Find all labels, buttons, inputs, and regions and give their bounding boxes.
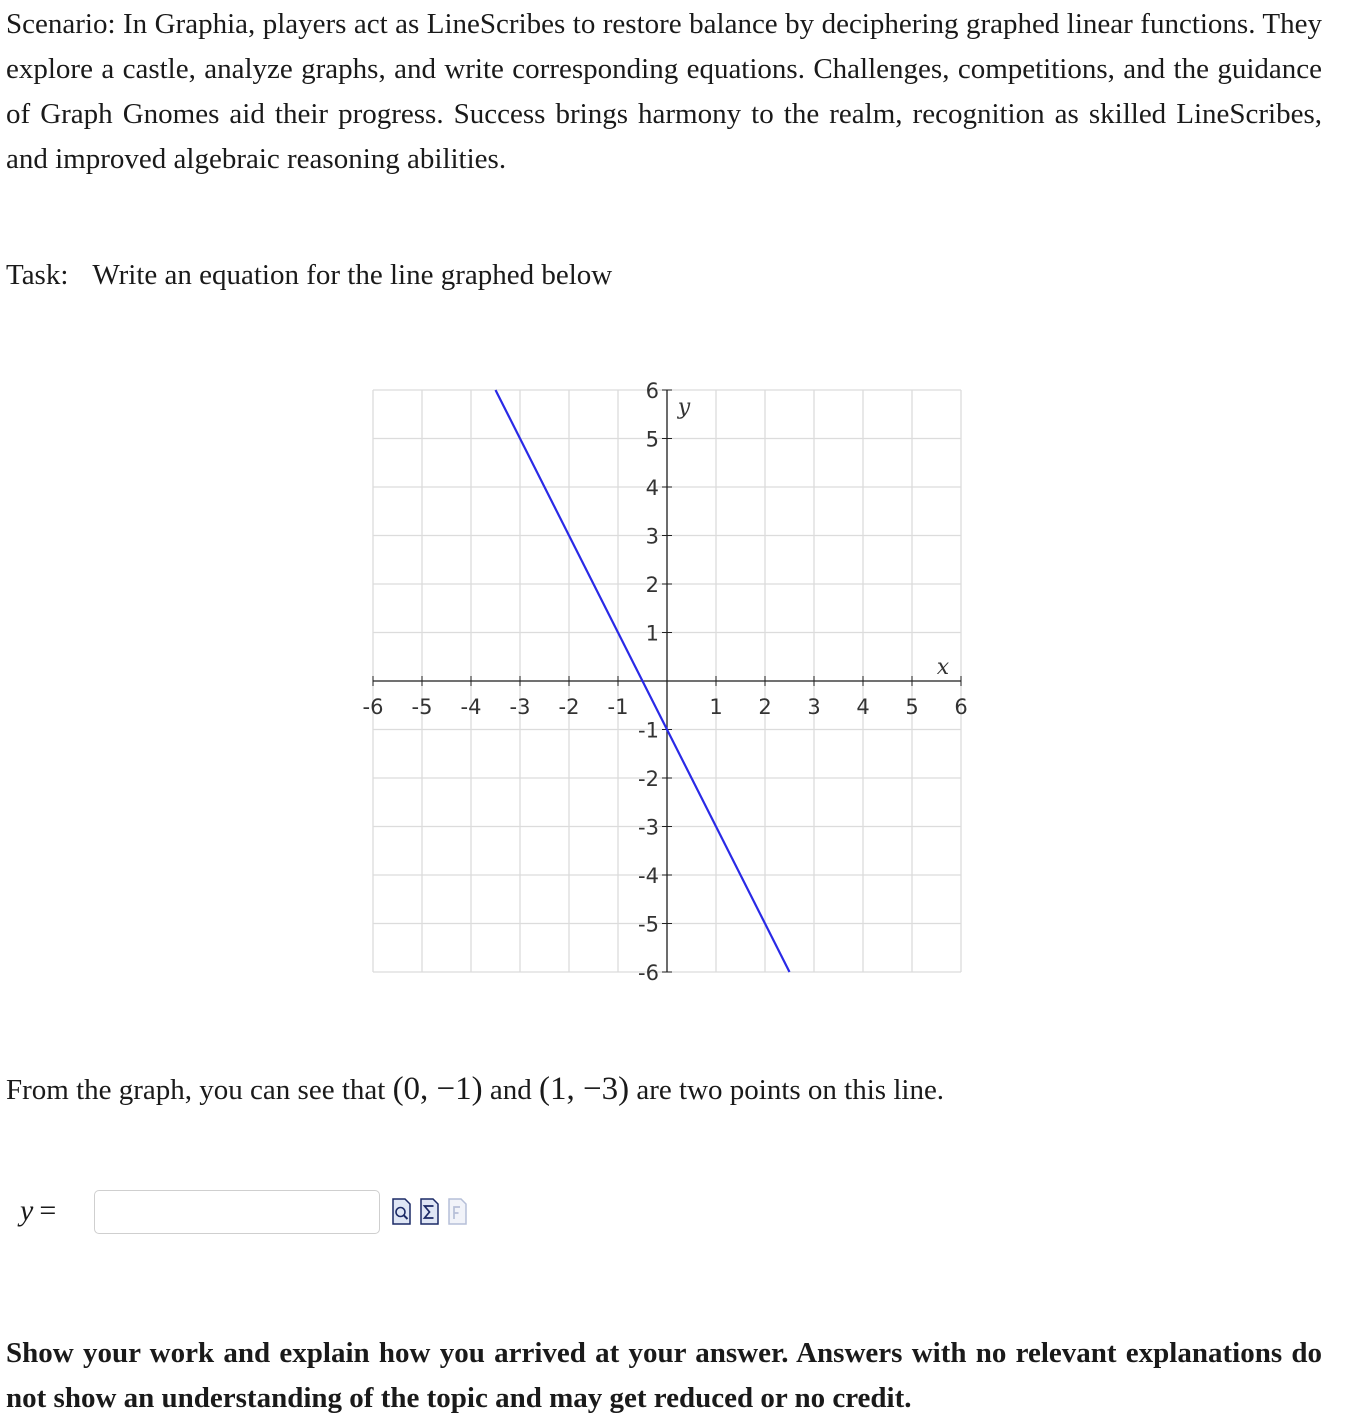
points-prefix: From the graph, you can see that [6,1074,393,1106]
points-suffix: are two points on this line. [629,1074,945,1106]
y-tick-label: -4 [638,864,659,888]
task-label: Task: [6,259,69,291]
point-one: (0, −1) [392,1071,483,1107]
x-tick-label: -4 [460,695,482,719]
y-tick-label: 5 [645,427,659,452]
y-tick-label: -3 [638,815,659,840]
preview-icon[interactable] [392,1198,411,1225]
x-tick-label: 2 [758,695,772,719]
answer-equals: = [39,1194,57,1227]
x-tick-label: 3 [807,695,821,719]
y-tick-label: -5 [638,912,659,937]
task-line [6,253,612,298]
y-tick-label: 3 [645,524,659,549]
x-tick-label: -5 [411,695,433,719]
answer-label [20,1194,90,1228]
x-tick-label: 4 [856,695,870,719]
equation-editor-icon[interactable] [420,1198,439,1225]
graph-svg [355,378,980,983]
y-tick-label: 1 [645,621,659,646]
task-text: Write an equation for the line graphed below [92,259,613,291]
scenario-text: Scenario: In Graphia, players act as LineScribes to restore balance by deciphering graphed linear functions. They explore a castle, analyze graphs, and write corresponding equations. Challenges, competitions, and the guidance of Graph Gnomes aid their progress. Success brings harmony to the realm, recognition as skilled LineScribes, and improved algebraic reasoning abilities. [6,8,1322,175]
x-tick-label: -6 [362,695,384,719]
instruction-text: Show your work and explain how you arrived at your answer. Answers with no relevant explanations do not show an understanding of the topic and may get reduced or no credit. [6,1337,1322,1414]
y-tick-label: 6 [645,379,659,403]
x-tick-label: -1 [607,695,629,719]
point-two: (1, −3) [539,1071,630,1107]
points-sentence [6,1067,944,1113]
answer-input[interactable] [94,1190,380,1234]
y-tick-label: -6 [638,961,659,983]
points-middle: and [482,1074,540,1106]
x-axis-label: x [936,655,950,680]
line-graph [355,378,980,983]
x-tick-label: -2 [558,695,580,719]
y-tick-label: -2 [638,767,659,791]
formula-icon[interactable] [448,1198,467,1225]
y-tick-label: 4 [645,476,659,500]
x-tick-label: 1 [709,695,723,719]
x-tick-label: -3 [509,695,531,719]
x-tick-label: 5 [905,695,919,719]
answer-lhs: y [20,1194,34,1227]
x-tick-label: 6 [954,695,968,719]
y-tick-label: -1 [638,718,659,743]
y-axis-label: y [677,395,691,420]
y-tick-label: 2 [645,573,659,597]
